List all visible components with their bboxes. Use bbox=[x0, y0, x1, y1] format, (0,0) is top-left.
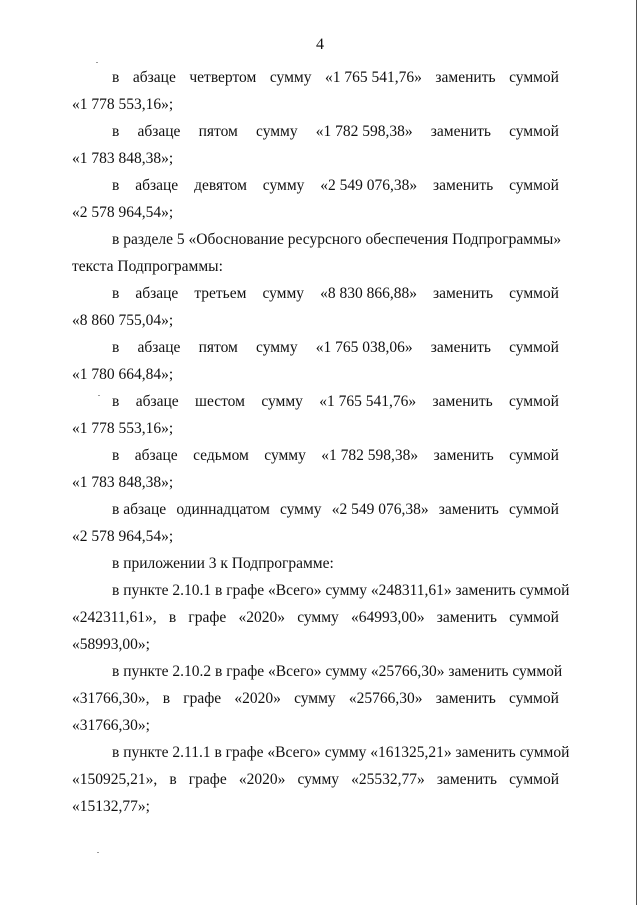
word: сумму bbox=[264, 447, 306, 464]
word: заменить bbox=[438, 501, 499, 518]
word: в bbox=[112, 177, 120, 194]
word: сумму bbox=[269, 69, 312, 86]
word: заменить bbox=[435, 69, 496, 86]
item-paragraph bbox=[72, 739, 570, 820]
paragraph-line bbox=[72, 118, 559, 145]
word: «25766,30» bbox=[348, 690, 423, 707]
word: заменить bbox=[436, 609, 497, 626]
word: графе bbox=[188, 609, 227, 626]
scan-edge-line bbox=[636, 0, 637, 905]
paragraph-line bbox=[72, 442, 559, 469]
paragraph-line: «1 783 848,38»; bbox=[72, 150, 174, 167]
paragraph-line: «2 578 964,54»; bbox=[72, 204, 174, 221]
paragraph-line: в разделе 5 «Обоснование ресурсного обеспечения Подпрограммы» bbox=[112, 231, 562, 248]
word: суммой bbox=[509, 771, 559, 788]
word: заменить bbox=[430, 123, 491, 140]
paragraph-line bbox=[72, 766, 559, 793]
word: в абзаце bbox=[112, 501, 167, 518]
word: заменить bbox=[430, 339, 491, 356]
word: заменить bbox=[432, 285, 494, 302]
paragraph-line: «1 778 553,16»; bbox=[72, 420, 174, 437]
word: суммой bbox=[509, 609, 559, 626]
word: сумму bbox=[297, 609, 339, 626]
paragraph-line: в пункте 2.10.2 в графе «Всего» сумму «25766,30» заменить суммой bbox=[112, 663, 563, 680]
word: в bbox=[112, 123, 120, 140]
paragraph-line: текста Подпрограммы: bbox=[72, 258, 223, 275]
word: «1 765 038,06» bbox=[315, 339, 413, 356]
word: «2 549 076,38» bbox=[331, 501, 429, 518]
paragraph-line: «1 778 553,16»; bbox=[72, 96, 174, 113]
paragraph-line bbox=[72, 280, 559, 307]
word: «31766,30», bbox=[72, 690, 150, 707]
word: абзаце bbox=[137, 339, 181, 356]
word: суммой bbox=[509, 501, 559, 518]
word: графе bbox=[188, 771, 227, 788]
word: «150925,21», bbox=[72, 771, 158, 788]
appendix-paragraph bbox=[72, 550, 559, 577]
word: заменить bbox=[433, 177, 494, 194]
document-body bbox=[72, 64, 570, 820]
word: «1 765 541,76» bbox=[319, 393, 417, 410]
word: в bbox=[112, 447, 120, 464]
scan-speck bbox=[97, 852, 99, 853]
word: сумму bbox=[256, 339, 298, 356]
word: пятом bbox=[198, 123, 238, 140]
word: суммой bbox=[509, 339, 559, 356]
word: «2020» bbox=[238, 609, 285, 626]
word: сумму bbox=[297, 771, 340, 788]
word: суммой bbox=[509, 690, 559, 707]
paragraph-line: «8 860 755,04»; bbox=[72, 312, 174, 329]
word: четвертом bbox=[189, 69, 257, 86]
word: суммой bbox=[509, 177, 559, 194]
paragraph-line bbox=[72, 388, 559, 415]
word: «242311,61», bbox=[72, 609, 157, 626]
word: заменить bbox=[436, 771, 497, 788]
word: абзаце bbox=[135, 393, 179, 410]
word: заменить bbox=[433, 447, 494, 464]
word: «64993,00» bbox=[350, 609, 425, 626]
amendment-paragraph bbox=[72, 334, 559, 388]
amendment-paragraph bbox=[72, 64, 559, 118]
amendment-paragraph bbox=[72, 496, 559, 550]
word: сумму bbox=[262, 177, 305, 194]
paragraph-line bbox=[72, 172, 559, 199]
word: девятом bbox=[194, 177, 247, 194]
word: абзаце bbox=[132, 69, 176, 86]
word: абзаце bbox=[135, 285, 179, 302]
word: в bbox=[162, 690, 171, 707]
word: суммой bbox=[509, 123, 559, 140]
word: пятом bbox=[198, 339, 238, 356]
amendment-paragraph bbox=[72, 280, 559, 334]
word: «1 782 598,38» bbox=[315, 123, 413, 140]
word: «8 830 866,88» bbox=[320, 285, 417, 302]
scan-speck bbox=[96, 62, 98, 63]
paragraph-line: в приложении 3 к Подпрограмме: bbox=[112, 555, 334, 572]
word: графе bbox=[183, 690, 222, 707]
word: «2020» bbox=[238, 771, 286, 788]
word: седьмом bbox=[193, 447, 249, 464]
word: сумму bbox=[262, 285, 305, 302]
word: «1 765 541,76» bbox=[325, 69, 422, 86]
paragraph-line: «2 578 964,54»; bbox=[72, 528, 174, 545]
word: в bbox=[112, 285, 120, 302]
word: в bbox=[168, 609, 177, 626]
word: в bbox=[112, 339, 120, 356]
word: «1 782 598,38» bbox=[321, 447, 419, 464]
paragraph-line bbox=[72, 604, 559, 631]
word: «25532,77» bbox=[351, 771, 425, 788]
word: шестом bbox=[195, 393, 245, 410]
paragraph-line bbox=[72, 685, 559, 712]
word: одиннадцатом bbox=[176, 501, 270, 518]
paragraph-line: «31766,30»; bbox=[72, 717, 150, 734]
paragraph-line: в пункте 2.11.1 в графе «Всего» сумму «161325,21» заменить суммой bbox=[112, 744, 570, 761]
word: заменить bbox=[435, 690, 496, 707]
word: абзаце bbox=[134, 447, 178, 464]
amendment-paragraph bbox=[72, 118, 559, 172]
word: абзаце bbox=[135, 177, 179, 194]
word: заменить bbox=[432, 393, 493, 410]
paragraph-line: «1 783 848,38»; bbox=[72, 474, 174, 491]
word: суммой bbox=[509, 393, 559, 410]
paragraph-line: «58993,00»; bbox=[72, 636, 150, 653]
amendment-paragraph bbox=[72, 388, 559, 442]
scan-speck bbox=[98, 395, 100, 396]
paragraph-line: в пункте 2.10.1 в графе «Всего» сумму «248311,61» заменить суммой bbox=[112, 582, 570, 599]
word: суммой bbox=[509, 447, 559, 464]
paragraph-line bbox=[72, 64, 559, 91]
word: суммой bbox=[509, 69, 559, 86]
word: сумму bbox=[256, 123, 298, 140]
word: «2020» bbox=[234, 690, 281, 707]
paragraph-line: «1 780 664,84»; bbox=[72, 366, 174, 383]
paragraph-line bbox=[72, 496, 559, 523]
amendment-paragraph bbox=[72, 442, 559, 496]
item-paragraph bbox=[72, 658, 563, 739]
section-paragraph bbox=[72, 226, 562, 280]
word: в bbox=[169, 771, 177, 788]
word: сумму bbox=[279, 501, 322, 518]
word: третьем bbox=[194, 285, 247, 302]
word: в bbox=[112, 69, 120, 86]
word: в bbox=[112, 393, 120, 410]
word: «2 549 076,38» bbox=[320, 177, 418, 194]
paragraph-line: «15132,77»; bbox=[72, 798, 150, 815]
word: суммой bbox=[509, 285, 559, 302]
word: сумму bbox=[261, 393, 303, 410]
page-number: 4 bbox=[316, 36, 324, 53]
paragraph-line bbox=[72, 334, 559, 361]
item-paragraph bbox=[72, 577, 570, 658]
word: сумму bbox=[294, 690, 336, 707]
amendment-paragraph bbox=[72, 172, 559, 226]
word: абзаце bbox=[137, 123, 181, 140]
